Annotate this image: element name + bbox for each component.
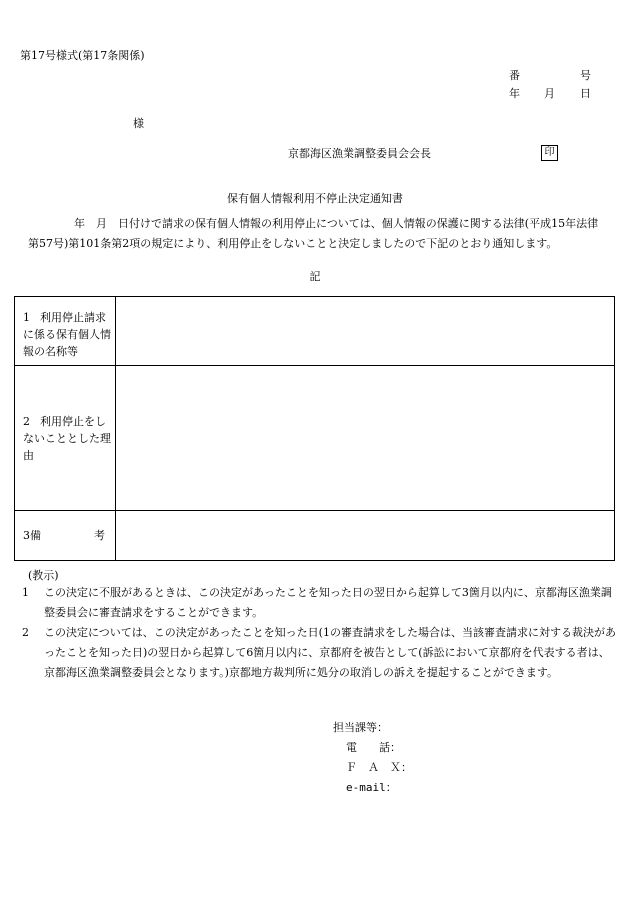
row-label: 利用停止をしないこととした理由 (23, 415, 111, 462)
notice-item-1 (22, 583, 616, 623)
notice-item-2 (22, 623, 616, 683)
table-label-cell (15, 366, 116, 511)
table-value-cell (116, 366, 615, 511)
row-number: 3 (23, 529, 30, 542)
notice-item-text: この決定については、この決定があったことを知った日(1の審査請求をした場合は、当該審査請求に対する裁決があったことを知った日)の翌日から起算して6箇月以内に、京都府を被告として(訴訟において京都府を代表する者は、京都海区漁業調整委員会となります。)京都地方裁判所に処分の取消しの訴えを提起することができます。 (44, 626, 616, 679)
row-label: 利用停止請求に係る保有個人情報の名称等 (23, 311, 111, 358)
addressee-suffix: 様 (133, 117, 144, 130)
notice-item-number: 1 (22, 586, 29, 599)
ki-heading: 記 (309, 270, 321, 283)
document-number-label: 番 (509, 69, 520, 82)
table-row (15, 511, 615, 561)
row-number: 2 (23, 415, 30, 428)
table-label-cell (15, 297, 116, 366)
document-title: 保有個人情報利用不停止決定通知書 (227, 192, 403, 205)
contact-heading: 担当課等： (333, 721, 388, 734)
date-year-label: 年 (509, 87, 520, 100)
date-month-label: 月 (544, 87, 555, 100)
notice-heading: (教示) (28, 569, 59, 582)
table-value-cell (116, 297, 615, 366)
table-row (15, 366, 615, 511)
row-label-first: 備 (30, 529, 41, 542)
contact-fax-label: Ｆ Ａ Ｘ： (346, 761, 412, 774)
contact-email-label: e-mail： (346, 781, 397, 794)
body-paragraph: 年 月 日付けで請求の保有個人情報の利用停止については、個人情報の保護に関する法律(平成15年法律第57号)第101条第2項の規定により、利用停止をしないことと決定しましたので下記のとおり通知します。 (28, 217, 599, 250)
notice-item-number: 2 (22, 626, 29, 639)
date-day-label: 日 (580, 87, 591, 100)
table-label-cell (15, 511, 116, 561)
seal-mark: 印 (541, 145, 558, 161)
notice-item-text: この決定に不服があるときは、この決定があったことを知った日の翌日から起算して3箇月以内に、京都海区漁業調整委員会に審査請求をすることができます。 (44, 586, 612, 619)
contact-tel-label: 電 話： (346, 741, 401, 754)
sender-name: 京都海区漁業調整委員会会長 (288, 147, 431, 160)
row-label-second: 考 (94, 529, 105, 542)
table-row (15, 297, 615, 366)
table-value-cell (116, 511, 615, 561)
notice-table (14, 296, 615, 561)
document-number-suffix: 号 (580, 69, 591, 82)
row-number: 1 (23, 311, 30, 324)
form-number: 第17号様式(第17条関係) (20, 49, 145, 62)
